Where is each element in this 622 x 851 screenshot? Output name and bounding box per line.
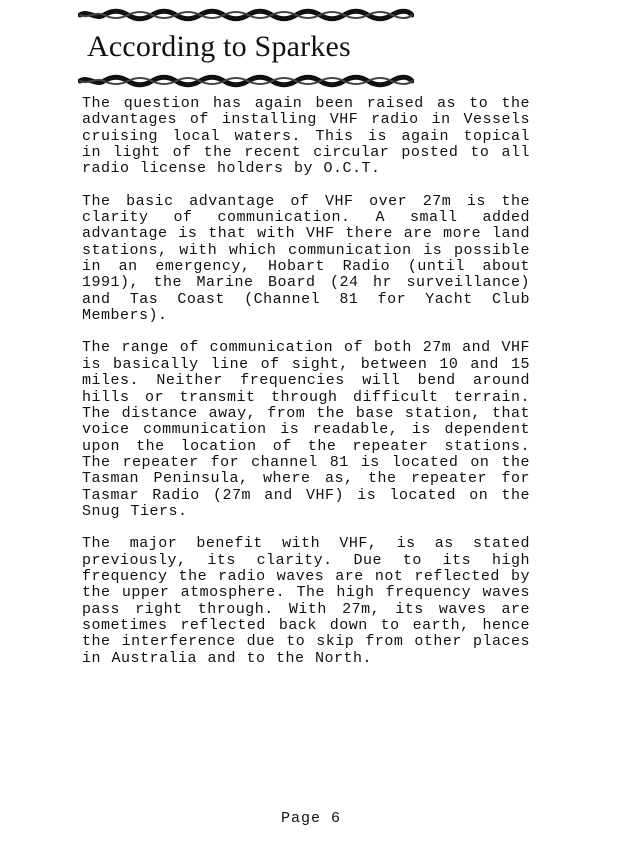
article-paragraph: The major benefit with VHF, is as stated previously, its clarity. Due to its high frequency the radio waves are not reflected by the upper atmosphere. The high frequency waves pass right through. With 27m, its waves are sometimes reflected back down to earth, hence the interference due to skip from other places in Australia and to the North. xyxy=(82,535,530,667)
rope-divider-bottom xyxy=(78,74,414,88)
article-paragraph: The question has again been raised as to the advantages of installing VHF radio in Vessels cruising local waters. This is again topical in light of the recent circular posted to all radio license holders by O.C.T. xyxy=(82,95,530,178)
rope-divider-top xyxy=(78,8,414,22)
article-paragraph: The range of communication of both 27m and VHF is basically line of sight, between 10 and 15 miles. Neither frequencies will bend around hills or transmit through difficult terrain. The distance away, from the base station, that voice communication is readable, is dependent upon the location of the repeater stations. The repeater for channel 81 is located on the Tasman Peninsula, where as, the repeater for Tasmar Radio (27m and VHF) is located on the Snug Tiers. xyxy=(82,339,530,520)
page-number: Page 6 xyxy=(280,810,341,827)
article-title: According to Sparkes xyxy=(87,30,351,63)
rope-ornament-icon xyxy=(78,74,414,88)
article-body xyxy=(82,96,530,683)
article-paragraph: The basic advantage of VHF over 27m is the clarity of communication. A small added advantage is that with VHF there are more land stations, with which communication is possible in an emergency, Hobart Radio (until about 1991), the Marine Board (24 hr surveillance) and Tas Coast (Channel 81 for Yacht Club Members). xyxy=(82,192,530,325)
rope-ornament-icon xyxy=(78,8,414,22)
article-header xyxy=(78,8,414,90)
